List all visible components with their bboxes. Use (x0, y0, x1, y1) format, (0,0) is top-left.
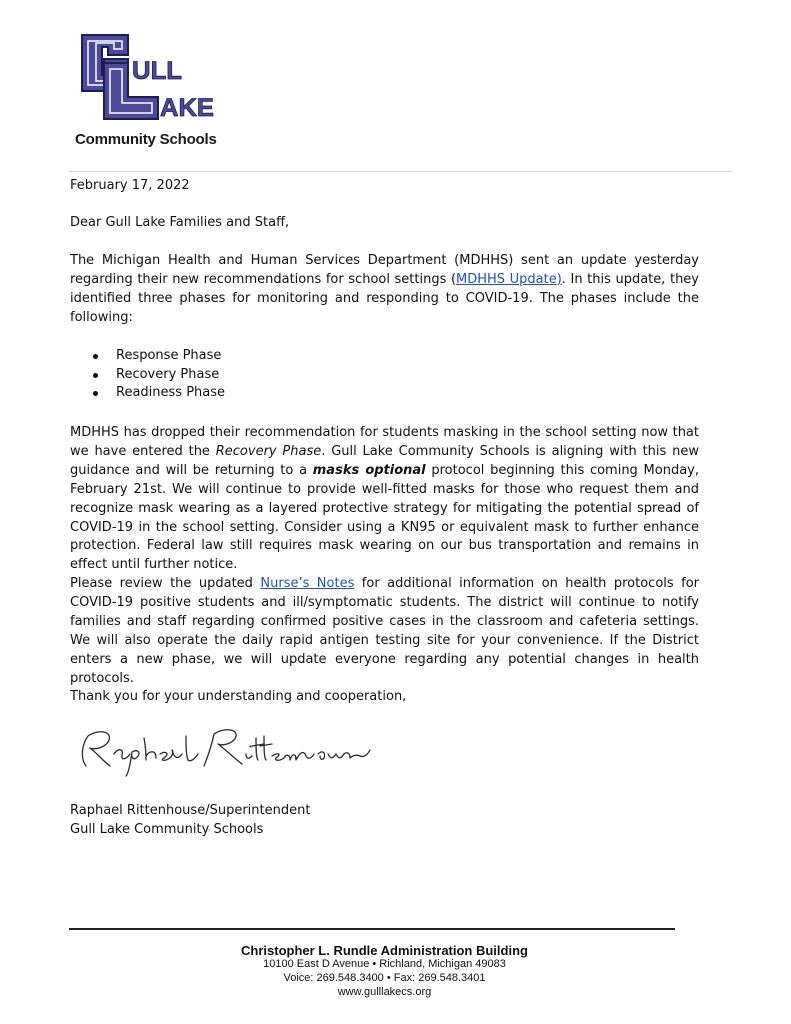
paragraph-nurses-notes (70, 575, 699, 688)
phases-list (70, 347, 699, 403)
handwritten-signature (74, 714, 374, 778)
footer-divider (69, 928, 675, 930)
logo-word-ake: AKE (160, 94, 214, 121)
list-item-response-phase: Response Phase (70, 347, 699, 366)
masks-optional-emphasis: masks optional (312, 462, 426, 478)
footer-building-name: Christopher L. Rundle Administration Building (241, 943, 528, 958)
signer-organization: Gull Lake Community Schools (70, 822, 264, 837)
masking-text-3: protocol beginning this coming Monday, February 21st. We will continue to provide well-fitted masks for those who request them and recognize mask wearing as a layered protective strategy for mitigating the potential spread of COVID-19 in the school setting. Consider using a KN95 or equivalent mask to further enhance protection. Federal law still requires mask wearing on our bus transportation and remains in effect until further notice. (70, 462, 699, 573)
footer-website-link[interactable]: www.gulllakecs.org (337, 986, 432, 998)
nurse-text-start: Please review the updated (70, 576, 261, 591)
closing-line: Thank you for your understanding and cooperation, (70, 689, 407, 704)
logo-word-ull: ULL (132, 57, 182, 85)
list-item-recovery-phase: Recovery Phase (70, 366, 699, 385)
letter-date: February 17, 2022 (70, 178, 190, 193)
intro-text-end: . In this update, they identified three phases for monitoring and responding to COVID-19. The phases include the following: (70, 271, 699, 325)
gull-lake-logo (78, 33, 218, 121)
masking-text-1: MDHHS has dropped their recommendation for students masking in the school setting now that we have entered the (70, 425, 699, 459)
masking-text-2: . Gull Lake Community Schools is aligning with this new guidance and will be returning to a (70, 443, 699, 478)
salutation: Dear Gull Lake Families and Staff, (70, 215, 290, 230)
nurses-notes-link[interactable]: Nurse’s Notes (260, 576, 355, 591)
footer-phone-fax: Voice: 269.548.3400 • Fax: 269.548.3401 (283, 972, 486, 984)
footer-address: 10100 East D Avenue • Richland, Michigan 49083 (263, 958, 506, 970)
paragraph-intro (70, 252, 699, 328)
recovery-phase-emphasis: Recovery Phase (215, 443, 322, 459)
header-divider (69, 171, 733, 172)
mdhhs-update-link[interactable]: MDHHS Update) (456, 271, 562, 287)
nurse-text-end: for additional information on health protocols for COVID-19 positive students and ill/symptomatic students. The district will continue to notify families and staff regarding confirmed positive cases in the classroom and cafeteria settings. We will also operate the daily rapid antigen testing site for your convenience. If the District enters a new phase, we will update everyone regarding any potential changes in health protocols. (70, 576, 699, 686)
paragraph-masking (70, 424, 699, 575)
intro-text-start: The Michigan Health and Human Services Department (MDHHS) sent an update yesterday regarding their new recommendations for school settings ( (70, 253, 699, 287)
signer-name: Raphael Rittenhouse/Superintendent (70, 803, 311, 818)
logo-subtitle: Community Schools (75, 131, 217, 148)
list-item-readiness-phase: Readiness Phase (70, 384, 699, 403)
